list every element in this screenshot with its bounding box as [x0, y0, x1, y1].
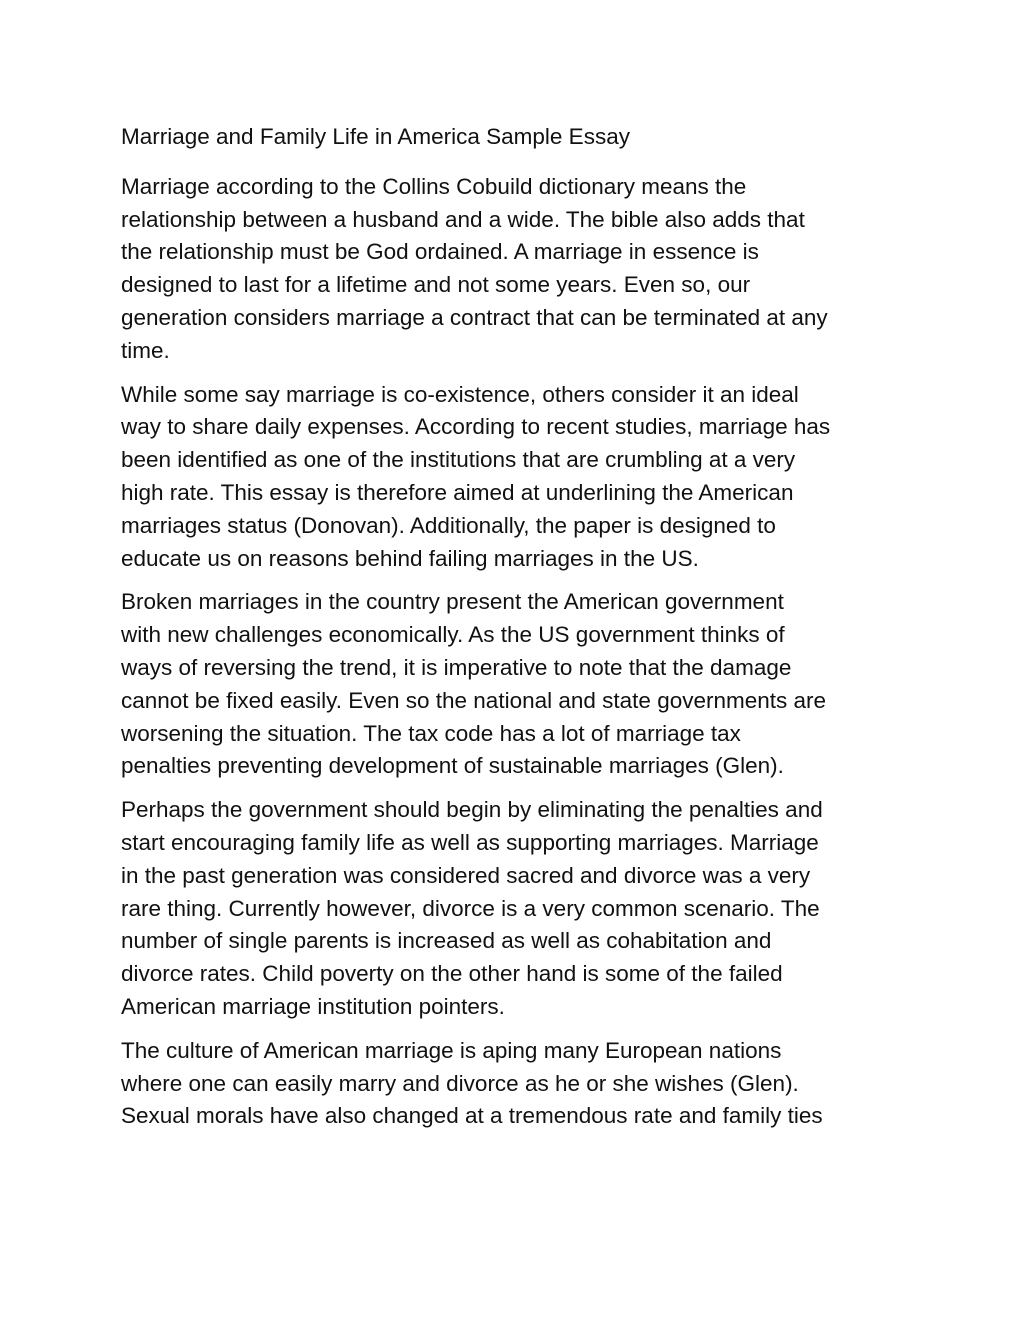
paragraph	[121, 586, 911, 783]
paragraph-line: the relationship must be God ordained. A marriage in essence is	[121, 239, 759, 265]
paragraph-line: Sexual morals have also changed at a tremendous rate and family ties	[121, 1103, 823, 1129]
paragraph-line: rare thing. Currently however, divorce is a very common scenario. The	[121, 895, 820, 921]
paragraph-line: number of single parents is increased as well as cohabitation and	[121, 928, 772, 954]
paragraph-line: divorce rates. Child poverty on the other hand is some of the failed	[121, 961, 783, 987]
paragraph-line: Perhaps the government should begin by eliminating the penalties and	[121, 797, 823, 823]
paragraph-line: American marriage institution pointers.	[121, 993, 505, 1019]
paragraph-line: worsening the situation. The tax code has a lot of marriage tax	[121, 720, 741, 746]
paragraph-line: start encouraging family life as well as supporting marriages. Marriage	[121, 829, 819, 855]
paragraph	[121, 379, 911, 576]
paragraph-line: way to share daily expenses. According to recent studies, marriage has	[121, 414, 831, 440]
document-body	[121, 121, 911, 1144]
paragraph-line: The culture of American marriage is aping many European nations	[121, 1037, 782, 1063]
paragraph-line: with new challenges economically. As the US government thinks of	[121, 622, 785, 648]
paragraph	[121, 794, 911, 1024]
paragraph-line: cannot be fixed easily. Even so the national and state governments are	[121, 687, 827, 713]
paragraph-line: penalties preventing development of sustainable marriages (Glen).	[121, 753, 784, 779]
paragraph-line: ways of reversing the trend, it is imperative to note that the damage	[121, 654, 792, 680]
paragraph-line: where one can easily marry and divorce as he or she wishes (Glen).	[121, 1070, 799, 1096]
paragraph-line: While some say marriage is co-existence, others consider it an ideal	[121, 381, 799, 407]
document-title: Marriage and Family Life in America Sample Essay	[121, 124, 630, 149]
paragraph-line: high rate. This essay is therefore aimed at underlining the American	[121, 479, 794, 505]
paragraph	[121, 171, 911, 368]
paragraph-line: generation considers marriage a contract that can be terminated at any	[121, 304, 828, 330]
paragraph-line: designed to last for a lifetime and not some years. Even so, our	[121, 272, 751, 298]
paragraph	[121, 1035, 911, 1133]
paragraph-line: time.	[121, 337, 170, 363]
paragraph-line: relationship between a husband and a wide. The bible also adds that	[121, 206, 805, 232]
paragraph-line: Marriage according to the Collins Cobuild dictionary means the	[121, 173, 747, 199]
paragraph-line: Broken marriages in the country present the American government	[121, 589, 784, 615]
paragraph-list	[121, 171, 911, 1133]
paragraph-line: educate us on reasons behind failing marriages in the US.	[121, 545, 699, 571]
paragraph-line: been identified as one of the institutions that are crumbling at a very	[121, 447, 796, 473]
paragraph-line: marriages status (Donovan). Additionally, the paper is designed to	[121, 512, 776, 538]
paragraph-line: in the past generation was considered sacred and divorce was a very	[121, 862, 811, 888]
